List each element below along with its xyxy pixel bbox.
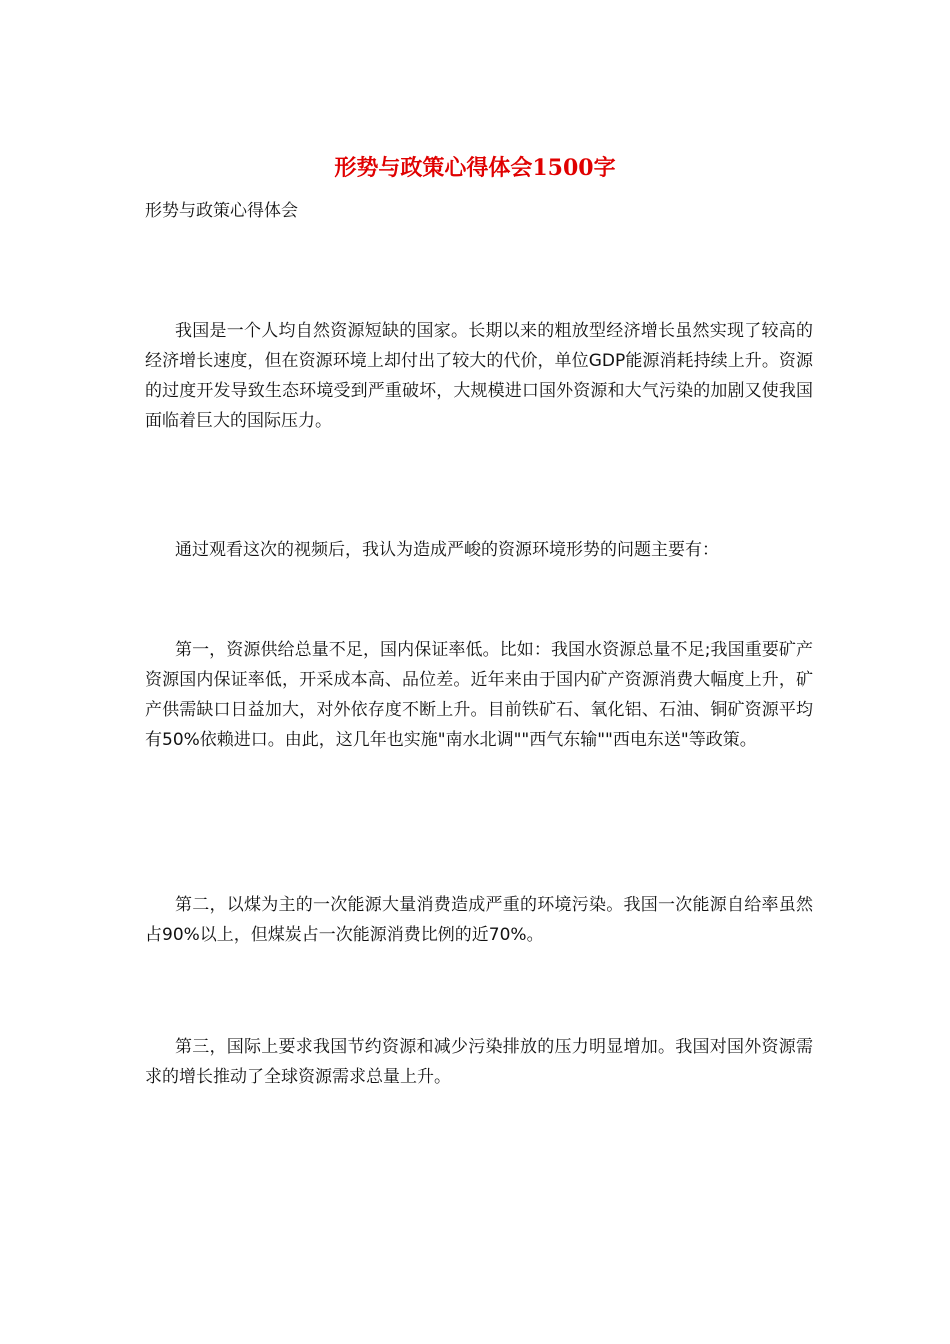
paragraph-second-point: 第二，以煤为主的一次能源大量消费造成严重的环境污染。我国一次能源自给率虽然占90%以上，但煤炭占一次能源消费比例的近70%。 [145, 895, 813, 945]
document-title: 形势与政策心得体会1500字 [334, 155, 616, 181]
paragraph-problems-lead: 通过观看这次的视频后，我认为造成严峻的资源环境形势的问题主要有： [175, 540, 719, 560]
paragraph-third-point: 第三，国际上要求我国节约资源和减少污染排放的压力明显增加。我国对国外资源需求的增长推动了全球资源需求总量上升。 [145, 1037, 813, 1087]
paragraph-first-point: 第一，资源供给总量不足，国内保证率低。比如：我国水资源总量不足;我国重要矿产资源国内保证率低，开采成本高、品位差。近年来由于国内矿产资源消费大幅度上升，矿产供需缺口日益加大，对外依存度不断上升。目前铁矿石、氧化铝、石油、铜矿资源平均有50%依赖进口。由此，这几年也实施"南水北调""西气东输""西电东送"等政策。 [145, 640, 813, 750]
paragraph-intro: 我国是一个人均自然资源短缺的国家。长期以来的粗放型经济增长虽然实现了较高的经济增长速度，但在资源环境上却付出了较大的代价，单位GDP能源消耗持续上升。资源的过度开发导致生态环境受到严重破坏，大规模进口国外资源和大气污染的加剧又使我国面临着巨大的国际压力。 [145, 321, 813, 431]
document-subtitle: 形势与政策心得体会 [145, 201, 298, 221]
